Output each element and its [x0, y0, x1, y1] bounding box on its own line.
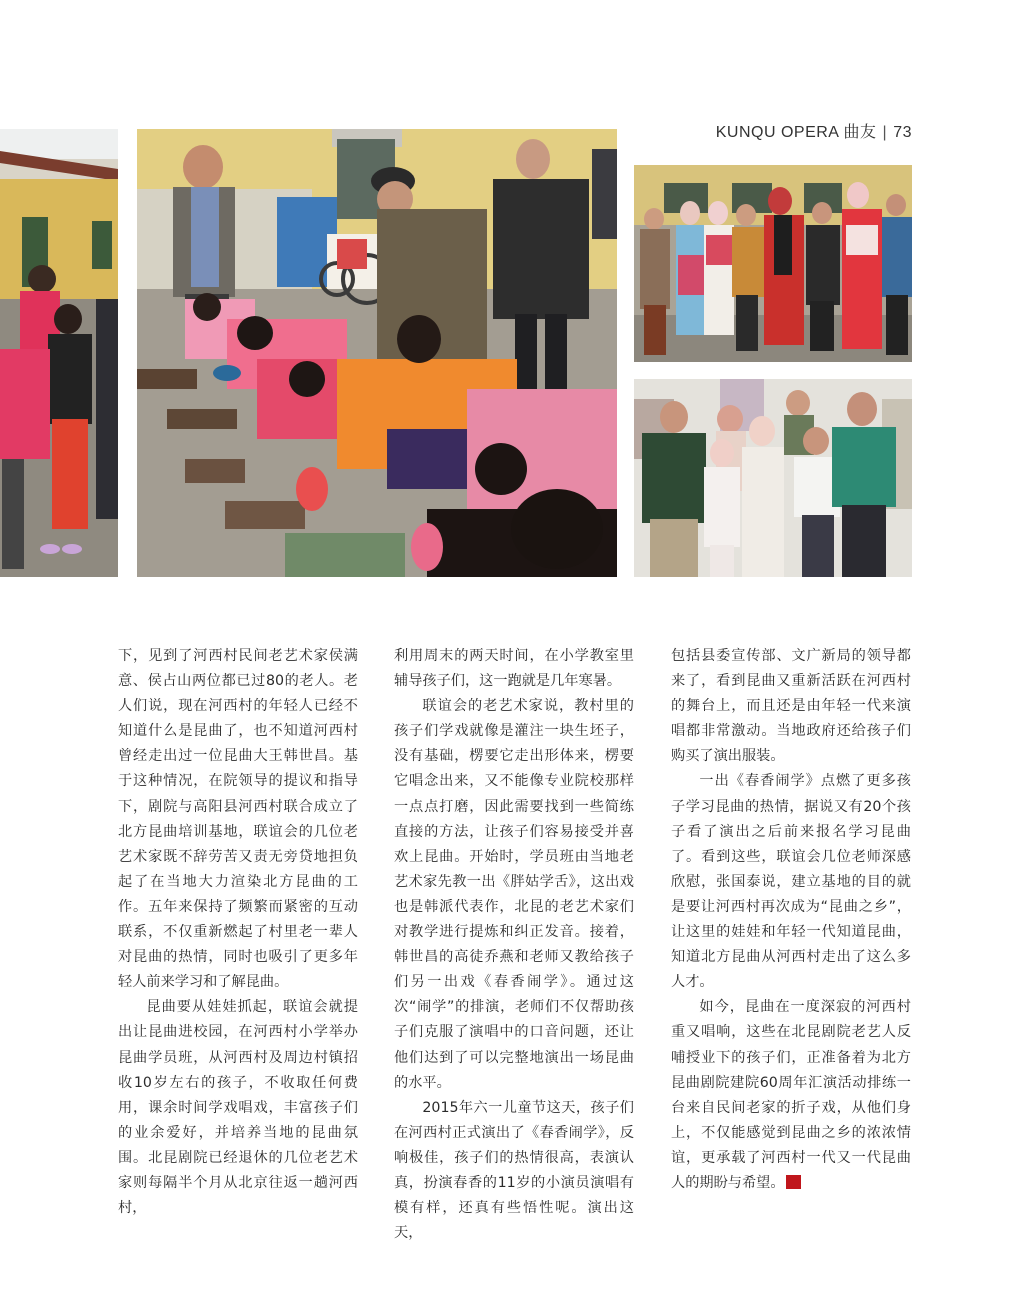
- photo-teachers-and-students: [634, 379, 912, 577]
- paragraph: 利用周末的两天时间，在小学教室里辅导孩子们，这一跑就是几年寒暑。: [394, 648, 634, 690]
- paragraph-text: 如今，昆曲在一度深寂的河西村重又唱响，这些在北昆剧院老艺人反哺授业下的孩子们，正准备着为北方昆曲剧院建院60周年汇演活动排练一台来自民间老家的折子戏，从他们身上，不仅能感觉到昆曲之乡的浓浓情谊，更承载了河西村一代又一代昆曲人的期盼与希望。: [671, 999, 911, 1191]
- article-column-2: [394, 644, 634, 1246]
- photo-children-stretching: [137, 129, 617, 577]
- paragraph: 一出《春香闹学》点燃了更多孩子学习昆曲的热情，据说又有20个孩子看了演出之后前来报名学习昆曲了。看到这些，联谊会几位老师深感欣慰，张国泰说，建立基地的目的就是要让河西村再次成为“昆曲之乡”，让这里的娃娃和年轻一代知道昆曲，知道北方昆曲从河西村走出了这么多人才。: [671, 773, 911, 991]
- photo-group-opera-costumes: [634, 165, 912, 362]
- paragraph: 包括县委宣传部、文广新局的领导都来了，看到昆曲又重新活跃在河西村的舞台上，而且还是由年轻一代来演唱都非常激动。当地政府还给孩子们购买了演出服装。: [671, 648, 911, 765]
- section-name: 曲友: [843, 124, 877, 141]
- paragraph: 2015年六一儿童节这天，孩子们在河西村正式演出了《春香闹学》，反响极佳，孩子们的热情很高，表演认真，扮演春香的11岁的小演员演唱有模有样，还真有些悟性呢。演出这天，: [394, 1099, 634, 1242]
- photo-children-courtyard: [0, 129, 118, 577]
- paragraph: 下，见到了河西村民间老艺术家侯满意、侯占山两位都已过80的老人。老人们说，现在河西村的年轻人已经不知道什么是昆曲了，也不知道河西村曾经走出过一位昆曲大王韩世昌。基于这种情况，在院领导的提议和指导下，剧院与高阳县河西村联合成立了北方昆曲培训基地，联谊会的几位老艺术家既不辞劳苦又责无旁贷地担负起了在当地大力渲染北方昆曲的工作。五年来保持了频繁而紧密的互动联系，不仅重新燃起了村里老一辈人对昆曲的热情，同时也吸引了更多年轻人前来学习和了解昆曲。: [118, 648, 358, 991]
- page-number: 73: [893, 124, 912, 141]
- header-separator: |: [882, 124, 888, 141]
- article-column-1: [118, 644, 358, 1221]
- paragraph: 昆曲要从娃娃抓起，联谊会就提出让昆曲进校园，在河西村小学举办昆曲学员班，从河西村及周边村镇招收10岁左右的孩子，不收取任何费用，课余时间学戏唱戏，丰富孩子们的业余爱好，并培养当地的昆曲氛围。北昆剧院已经退休的几位老艺术家则每隔半个月从北京往返一趟河西村，: [118, 999, 358, 1217]
- page-header: [716, 119, 912, 142]
- end-of-article-mark: [786, 1175, 801, 1189]
- magazine-title: KUNQU OPERA: [715, 124, 839, 141]
- paragraph-last: [671, 995, 911, 1196]
- article-column-3: [671, 644, 911, 1196]
- paragraph: 联谊会的老艺术家说，教村里的孩子们学戏就像是灌注一块生坯子，没有基础，楞要它走出形体来，楞要它唱念出来，又不能像专业院校那样一点点打磨，因此需要找到一些简练直接的方法，让孩子们容易接受并喜欢上昆曲。开始时，学员班由当地老艺术家先教一出《胖姑学舌》，这出戏也是韩派代表作，北昆的老艺术家们对教学进行提炼和纠正发音。接着，韩世昌的高徒乔燕和老师又教给孩子们另一出戏《春香闹学》。通过这次“闹学”的排演，老师们不仅帮助孩子们克服了演唱中的口音问题，还让他们达到了可以完整地演出一场昆曲的水平。: [394, 698, 634, 1091]
